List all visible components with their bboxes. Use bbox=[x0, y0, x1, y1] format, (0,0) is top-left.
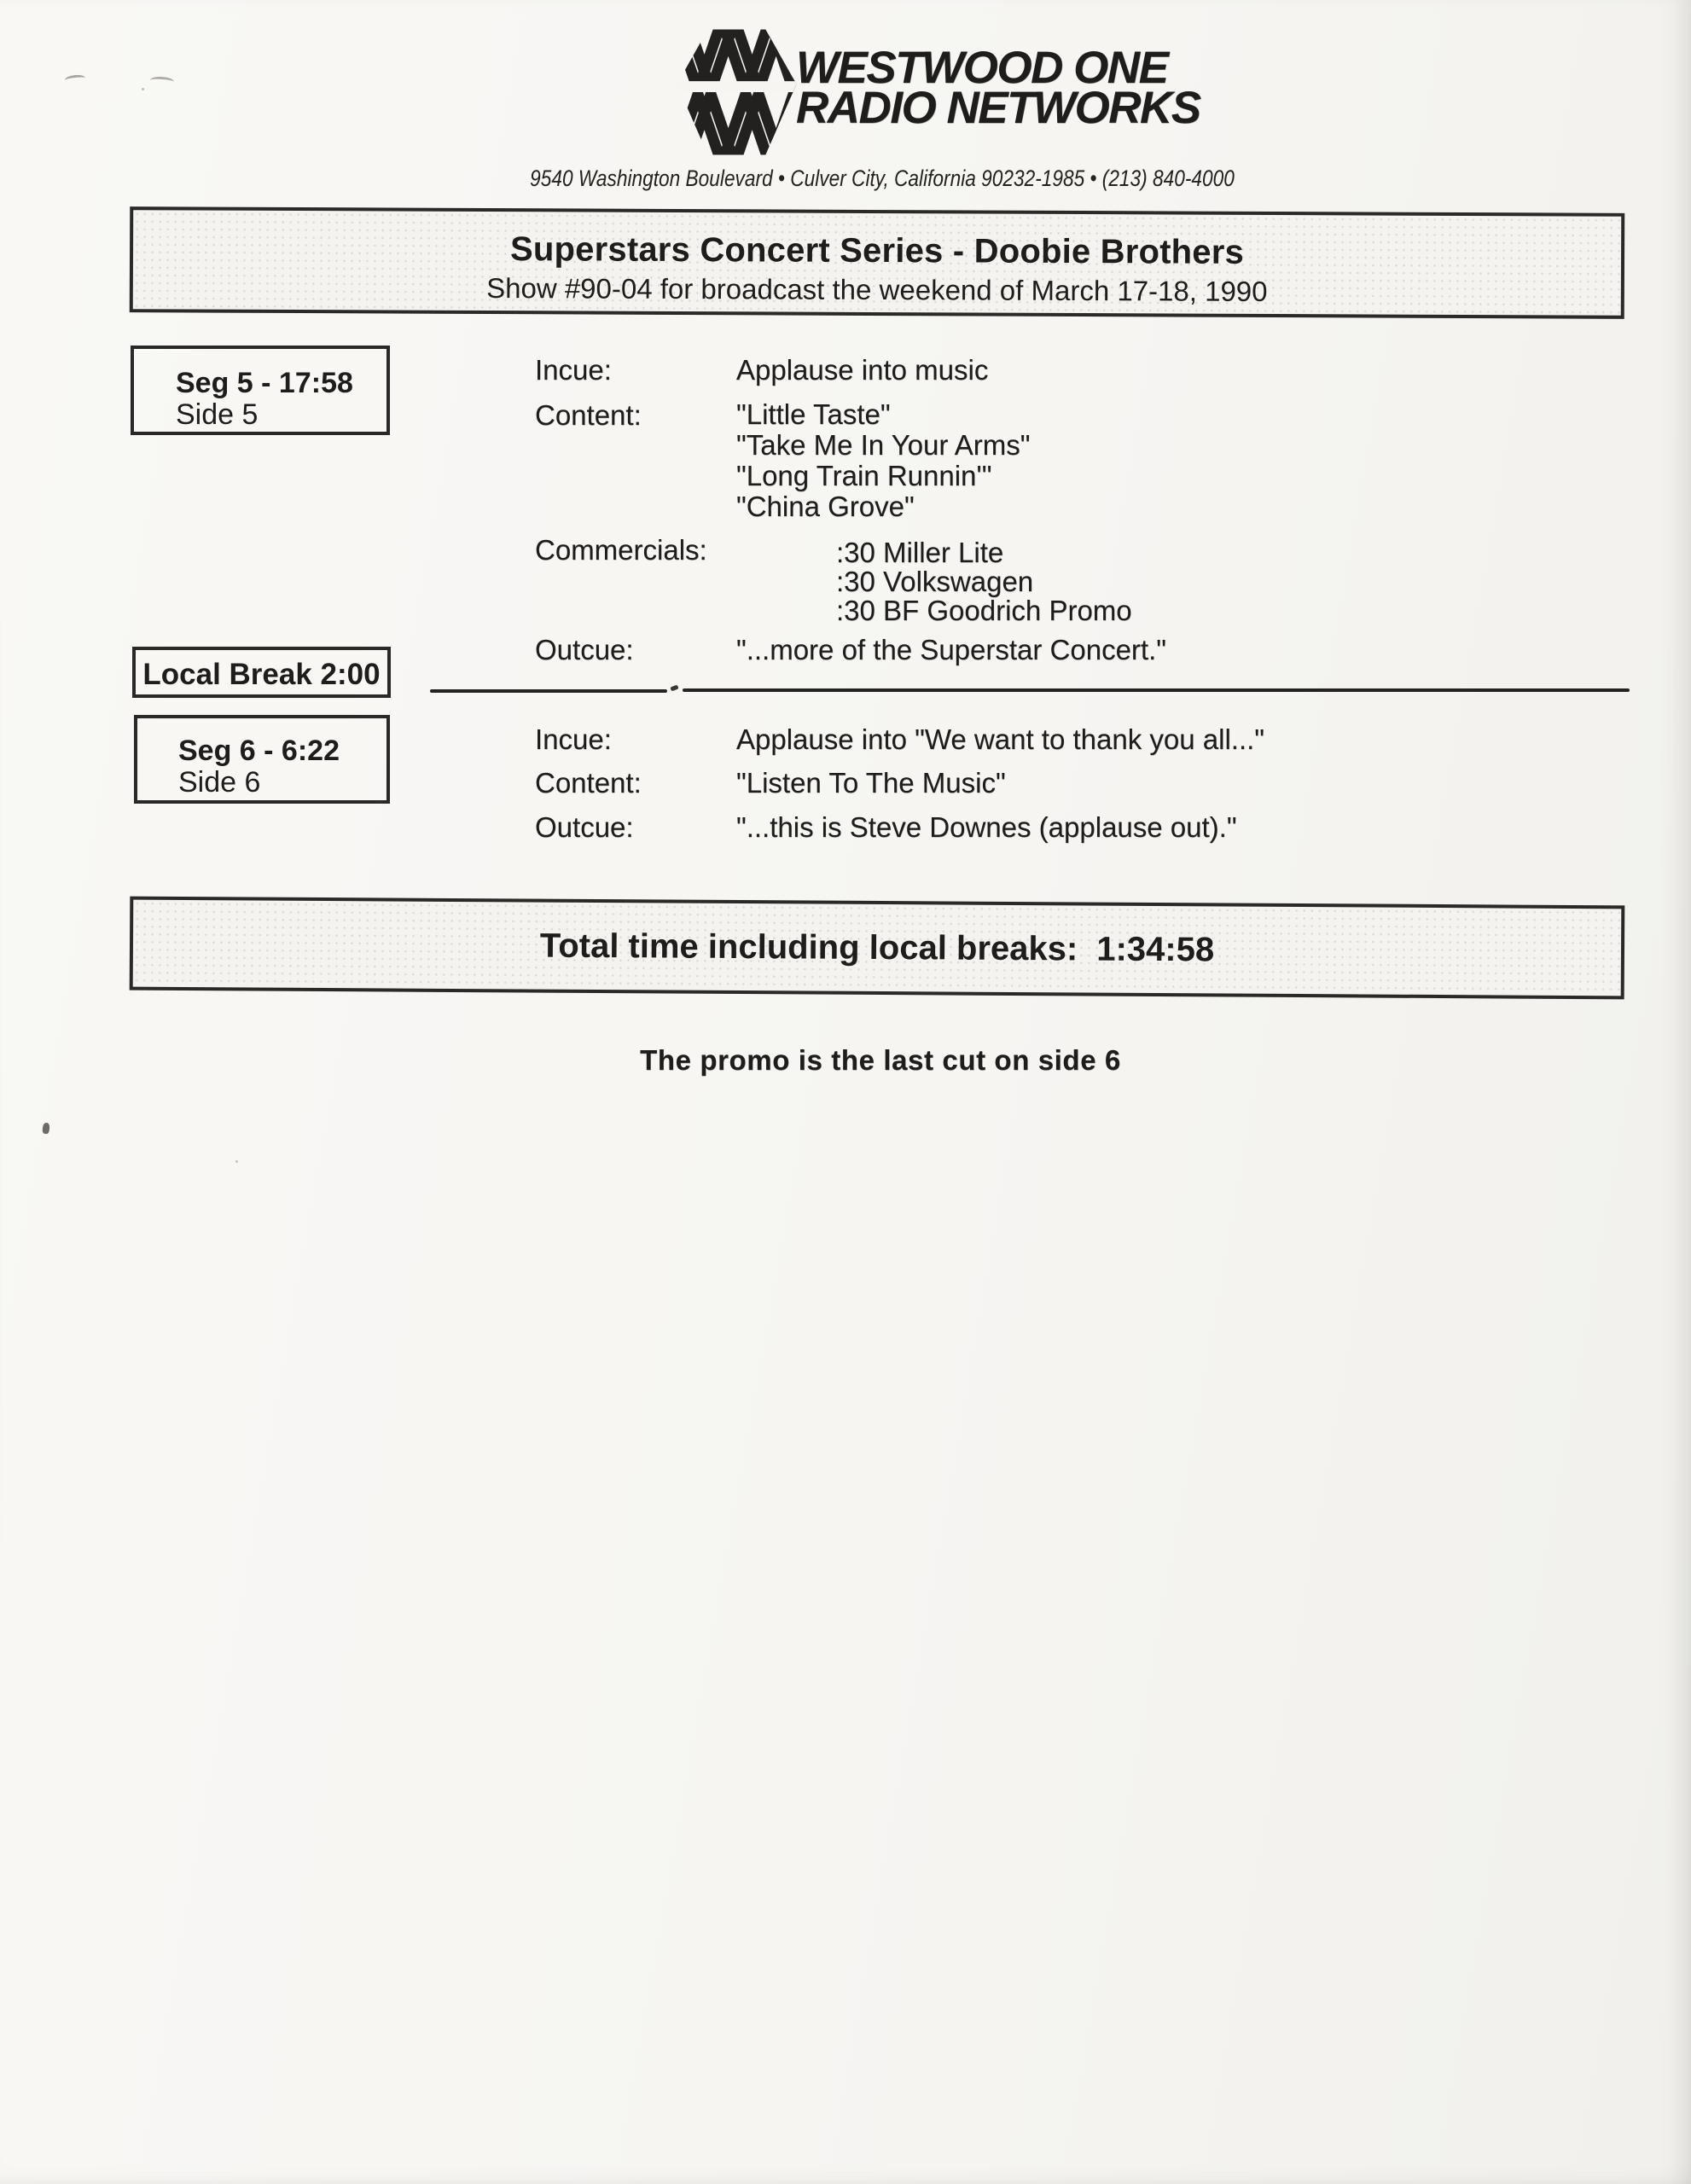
scan-speck bbox=[42, 1123, 49, 1135]
seg5-commercial-item: :30 BF Goodrich Promo bbox=[836, 595, 1132, 626]
total-time-box bbox=[130, 897, 1625, 1000]
segment-6-title: Seg 6 - 6:22 bbox=[178, 735, 340, 767]
total-time-value: 1:34:58 bbox=[1096, 930, 1215, 968]
seg5-content-song: "China Grove" bbox=[736, 491, 915, 522]
show-title: Superstars Concert Series - Doobie Brothers bbox=[509, 230, 1245, 271]
seg5-content-song: "Little Taste" bbox=[736, 398, 891, 430]
seg5-content-list bbox=[736, 399, 1030, 522]
seg5-incue-value: Applause into music bbox=[736, 354, 989, 386]
westwood-one-logo-icon bbox=[675, 26, 799, 158]
letterhead-address: 9540 Washington Boulevard • Culver City, California 90232-1985 • (213) 840-4000 bbox=[530, 166, 1235, 191]
seg6-outcue-value: "...this is Steve Downes (applause out)." bbox=[736, 811, 1237, 843]
logo-line2: RADIO NETWORKS bbox=[796, 83, 1200, 133]
logo-wordmark bbox=[796, 43, 1200, 133]
section-divider-line bbox=[683, 688, 1630, 692]
seg6-outcue-label: Outcue: bbox=[535, 811, 634, 843]
scan-smudge bbox=[150, 76, 175, 86]
scan-speck bbox=[142, 88, 144, 90]
seg5-commercials-list bbox=[836, 538, 1132, 625]
seg5-content-song: "Long Train Runnin'" bbox=[736, 460, 992, 491]
segment-5-side: Side 5 bbox=[176, 398, 259, 431]
local-break-label: Local Break 2:00 bbox=[142, 658, 381, 691]
seg5-content-label: Content: bbox=[535, 399, 642, 431]
logo-line1: WESTWOOD ONE bbox=[796, 43, 1168, 93]
scan-smudge bbox=[65, 74, 86, 84]
seg5-commercial-item: :30 Volkswagen bbox=[836, 566, 1034, 597]
seg5-outcue-value: "...more of the Superstar Concert." bbox=[736, 634, 1166, 665]
seg5-commercial-item: :30 Miller Lite bbox=[836, 537, 1004, 568]
show-subtitle: Show #90-04 for broadcast the weekend of March 17-18, 1990 bbox=[486, 272, 1268, 307]
seg5-content-song: "Take Me In Your Arms" bbox=[736, 429, 1031, 461]
seg5-incue-label: Incue: bbox=[535, 354, 612, 386]
show-title-box bbox=[130, 206, 1625, 319]
seg6-incue-value: Applause into "We want to thank you all..." bbox=[736, 723, 1265, 755]
promo-footnote: The promo is the last cut on side 6 bbox=[640, 1044, 1121, 1076]
seg6-content-label: Content: bbox=[535, 767, 642, 799]
segment-5-title: Seg 5 - 17:58 bbox=[176, 367, 353, 399]
total-time-label: Total time including local breaks: bbox=[539, 926, 1078, 967]
seg5-outcue-label: Outcue: bbox=[535, 634, 634, 665]
scan-speck bbox=[235, 1160, 238, 1163]
divider-pen-tick bbox=[670, 685, 678, 692]
seg6-content-value: "Listen To The Music" bbox=[736, 767, 1006, 799]
seg5-commercials-label: Commercials: bbox=[535, 534, 707, 566]
section-divider-line bbox=[430, 689, 667, 693]
segment-6-side: Side 6 bbox=[178, 766, 261, 799]
seg6-incue-label: Incue: bbox=[535, 723, 612, 755]
segment-5-box bbox=[131, 346, 390, 435]
local-break-box bbox=[132, 647, 391, 698]
segment-6-box bbox=[134, 715, 390, 804]
